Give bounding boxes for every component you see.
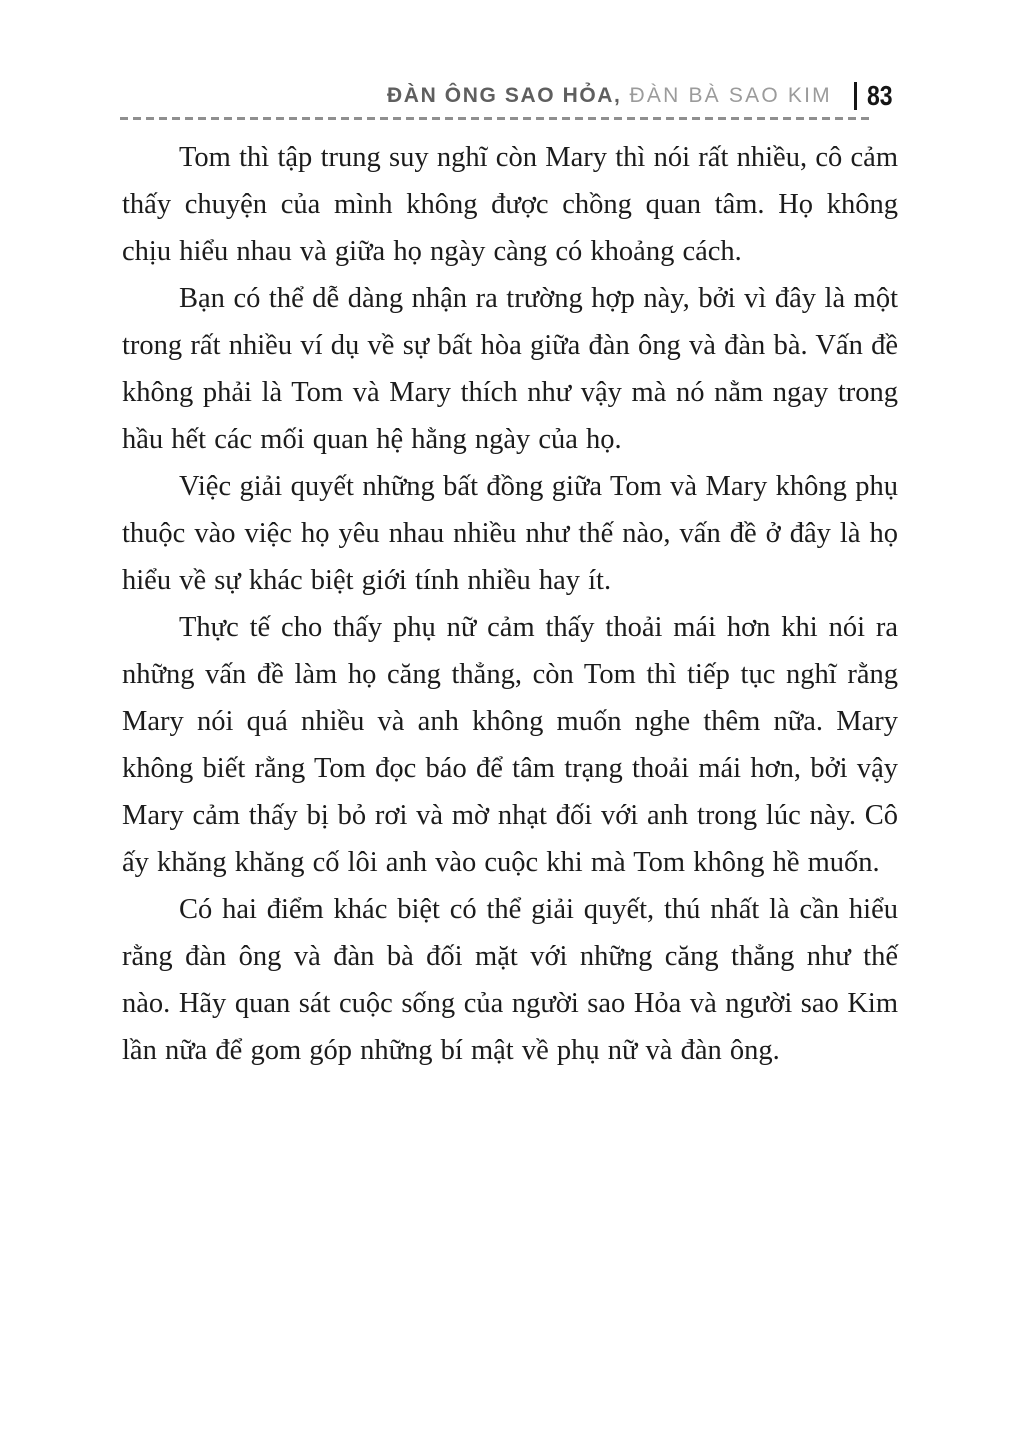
- page-header: [122, 80, 898, 112]
- page-number: 83: [866, 80, 893, 111]
- header-divider-dashed: [120, 117, 872, 120]
- paragraph: Có hai điểm khác biệt có thể giải quyết, thú nhất là cần hiểu rằng đàn ông và đàn bà đối mặt với những căng thẳng như thế nào. Hãy quan sát cuộc sống của người sao Hỏa và người sao Kim lần nữa để gom góp những bí mật về phụ nữ và đàn ông.: [122, 894, 898, 1066]
- paragraph: Tom thì tập trung suy nghĩ còn Mary thì nói rất nhiều, cô cảm thấy chuyện của mình không được chồng quan tâm. Họ không chịu hiểu nhau và giữa họ ngày càng có khoảng cách.: [122, 142, 898, 267]
- paragraph: Thực tế cho thấy phụ nữ cảm thấy thoải mái hơn khi nói ra những vấn đề làm họ căng thẳng, còn Tom thì tiếp tục nghĩ rằng Mary nói quá nhiều và anh không muốn nghe thêm nữa. Mary không biết rằng Tom đọc báo để tâm trạng thoải mái hơn, bởi vậy Mary cảm thấy bị bỏ rơi và mờ nhạt đối với anh trong lúc này. Cô ấy khăng khăng cố lôi anh vào cuộc khi mà Tom không hề muốn.: [122, 612, 898, 878]
- paragraph: Việc giải quyết những bất đồng giữa Tom và Mary không phụ thuộc vào việc họ yêu nhau nhiều như thế nào, vấn đề ở đây là họ hiểu về sự khác biệt giới tính nhiều hay ít.: [122, 471, 898, 596]
- page-body: [122, 134, 898, 1074]
- book-title-primary: ĐÀN ÔNG SAO HỎA,: [387, 84, 622, 107]
- page-number-separator: [854, 82, 857, 110]
- book-title-secondary: ĐÀN BÀ SAO KIM: [629, 84, 832, 107]
- paragraph: Bạn có thể dễ dàng nhận ra trường hợp này, bởi vì đây là một trong rất nhiều ví dụ về sự bất hòa giữa đàn ông và đàn bà. Vấn đề không phải là Tom và Mary thích như vậy mà nó nằm ngay trong hầu hết các mối quan hệ hằng ngày của họ.: [122, 283, 898, 455]
